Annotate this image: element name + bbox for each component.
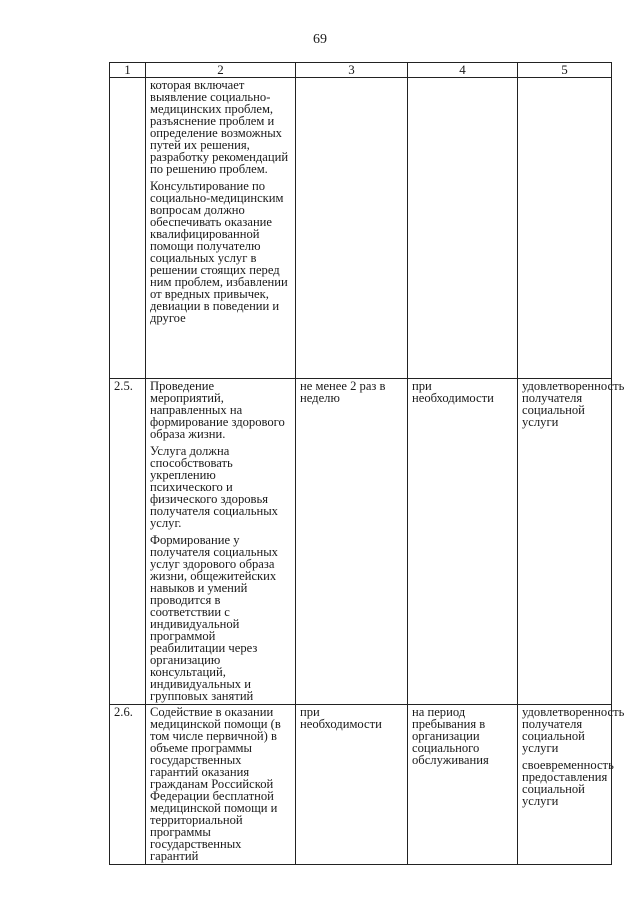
page-number: 69 bbox=[313, 32, 327, 47]
description-paragraph: Консультирование по социально-медицинским вопросам должно обеспечивать оказание квалифицированной помощи получателю социальных услуг в решении стоящих перед ним проблем, избавлении от вредных привычек, девиации в поведении и другое bbox=[150, 179, 288, 325]
services-table bbox=[109, 62, 625, 865]
column-header-1: 1 bbox=[110, 63, 146, 78]
table-row bbox=[110, 705, 612, 865]
quality-indicator: удовлетворенность получателя социальной услуги bbox=[522, 379, 625, 429]
row-description bbox=[146, 78, 296, 379]
row-terms bbox=[408, 78, 518, 379]
row-frequency bbox=[296, 78, 408, 379]
row-quality-indicators bbox=[518, 78, 612, 379]
row-quality-indicators bbox=[518, 705, 625, 865]
description-paragraph: Содействие в оказании медицинской помощи (в том числе первичной) в объеме программы государственных гарантий оказания гражданам Российской Федерации бесплатной медицинской помощи и территориальной программы государственных гарантий bbox=[150, 705, 281, 863]
row-description bbox=[146, 379, 296, 705]
table-row bbox=[110, 379, 612, 705]
row-number: 2.6. bbox=[110, 705, 146, 865]
quality-indicator: своевременность предоставления социальной услуги bbox=[522, 758, 614, 808]
table-header-row bbox=[110, 63, 612, 78]
row-terms: при необходимости bbox=[408, 379, 518, 705]
row-terms: на период пребывания в организации социального обслуживания bbox=[408, 705, 518, 865]
column-header-3: 3 bbox=[296, 63, 408, 78]
description-paragraph: Проведение мероприятий, направленных на формирование здорового образа жизни. bbox=[150, 379, 285, 441]
table-row bbox=[110, 78, 612, 379]
row-number: 2.5. bbox=[110, 379, 146, 705]
row-quality-indicators bbox=[518, 379, 625, 705]
row-frequency: не менее 2 раз в неделю bbox=[296, 379, 408, 705]
description-paragraph: Услуга должна способствовать укреплению психического и физического здоровья получателя социальных услуг. bbox=[150, 444, 278, 530]
column-header-2: 2 bbox=[146, 63, 296, 78]
row-number bbox=[110, 78, 146, 379]
description-paragraph: которая включает выявление социально-медицинских проблем, разъяснение проблем и определение возможных путей их решения, разработку рекомендаций по решению проблем. bbox=[150, 78, 289, 176]
description-paragraph: Формирование у получателя социальных услуг здорового образа жизни, общежитейских навыков и умений проводится в соответствии с индивидуальной программой реабилитации через организацию консультаций, индивидуальных и групповых занятий bbox=[150, 533, 278, 703]
column-header-4: 4 bbox=[408, 63, 518, 78]
quality-indicator: удовлетворенность получателя социальной услуги bbox=[522, 705, 625, 755]
row-description bbox=[146, 705, 296, 865]
row-frequency: при необходимости bbox=[296, 705, 408, 865]
column-header-5: 5 bbox=[518, 63, 612, 78]
